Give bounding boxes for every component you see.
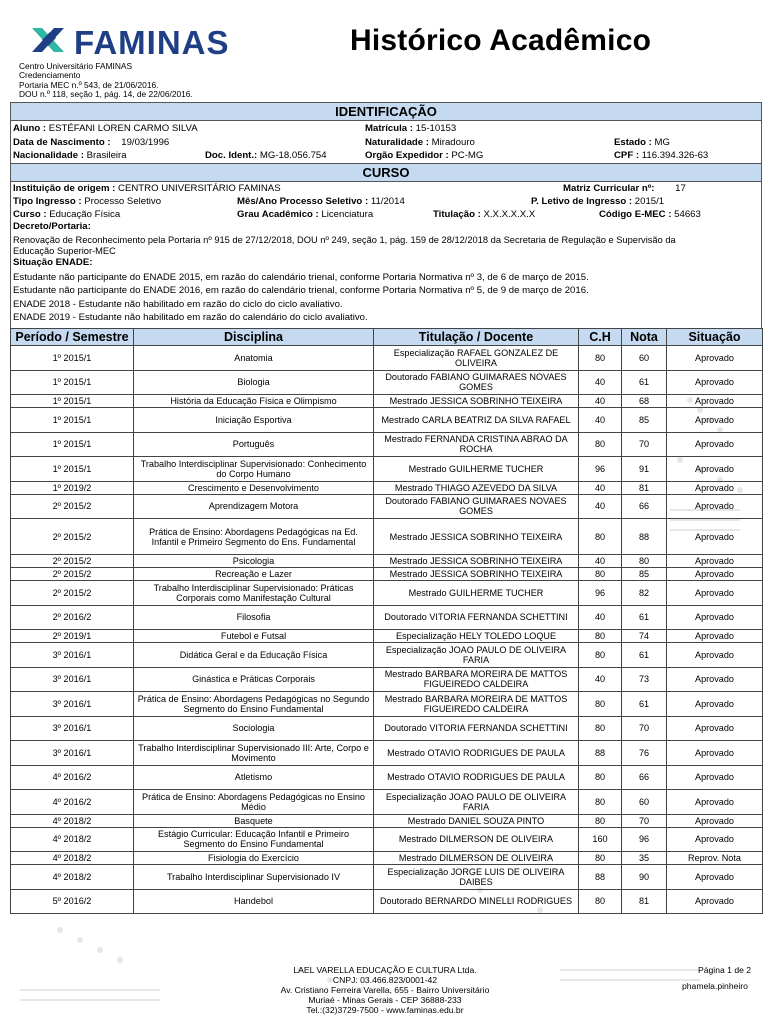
cell-ch: 40 (579, 408, 622, 433)
cell-ch: 80 (579, 346, 622, 371)
institution-line: Portaria MEC n.º 543, de 21/06/2016. (19, 79, 159, 90)
nascimento-field: Data de Nascimento : 19/03/1996 (13, 137, 170, 148)
page-number: Página 1 de 2 (698, 965, 752, 975)
cell-disciplina: Iniciação Esportiva (134, 408, 374, 433)
cell-situacao: Aprovado (667, 568, 763, 581)
curso-heading: CURSO (10, 163, 762, 182)
cell-nota: 61 (622, 643, 667, 668)
table-header-row (11, 329, 763, 346)
table-row (11, 519, 763, 555)
cell-ch: 40 (579, 481, 622, 494)
cell-periodo: 3º 2016/1 (11, 741, 134, 766)
cell-periodo: 4º 2018/2 (11, 814, 134, 827)
cell-docente: Mestrado BARBARA MOREIRA DE MATTOS FIGUEIREDO CALDEIRA (374, 667, 579, 692)
cell-nota: 61 (622, 605, 667, 630)
cell-docente: Mestrado CARLA BEATRIZ DA SILVA RAFAEL (374, 408, 579, 433)
institution-line: Centro Universitário FAMINAS (19, 61, 133, 71)
table-row (11, 765, 763, 790)
cell-ch: 80 (579, 519, 622, 555)
footer-line: CNPJ: 03.466.823/0001-42 (332, 975, 438, 985)
table-row (11, 716, 763, 741)
cell-disciplina: Prática de Ensino: Abordagens Pedagógicas na Ed. Infantil e Primeiro Segmento do Ens. Fundamental (134, 519, 374, 555)
cell-docente: Especialização HELY TOLEDO LOQUE (374, 630, 579, 643)
table-row (11, 555, 763, 568)
table-row (11, 741, 763, 766)
cell-ch: 40 (579, 605, 622, 630)
cell-nota: 80 (622, 555, 667, 568)
decreto-text: Educação Superior-MEC (13, 246, 116, 256)
enade-line: ENADE 2019 - Estudante não habilitado em razão do calendário do ciclo avaliativo. (13, 312, 368, 323)
institution-line: Credenciamento (19, 70, 81, 81)
cell-disciplina: Basquete (134, 814, 374, 827)
logo-x-mark-icon (32, 28, 64, 52)
table-row (11, 667, 763, 692)
nacionalidade-field: Nacionalidade : Brasileira (13, 150, 127, 161)
curso-block (10, 182, 762, 328)
table-row (11, 568, 763, 581)
curso-field: Curso : Educação Física (13, 209, 121, 220)
matricula-field: Matrícula : 15-10153 (365, 123, 457, 134)
cell-situacao: Aprovado (667, 630, 763, 643)
cell-nota: 96 (622, 827, 667, 852)
cell-periodo: 2º 2015/2 (11, 568, 134, 581)
cell-periodo: 2º 2015/2 (11, 519, 134, 555)
cell-disciplina: Prática de Ensino: Abordagens Pedagógicas no Ensino Médio (134, 790, 374, 815)
cell-disciplina: Recreação e Lazer (134, 568, 374, 581)
cell-situacao: Aprovado (667, 581, 763, 606)
cell-ch: 80 (579, 643, 622, 668)
cell-nota: 74 (622, 630, 667, 643)
emec-field: Código E-MEC : 54663 (599, 209, 701, 220)
cell-docente: Mestrado DANIEL SOUZA PINTO (374, 814, 579, 827)
orgao-field: Orgão Expedidor : PC-MG (365, 150, 484, 161)
cell-disciplina: Fisiologia do Exercício (134, 852, 374, 865)
cell-disciplina: Anatomia (134, 346, 374, 371)
cell-nota: 73 (622, 667, 667, 692)
cell-situacao: Aprovado (667, 481, 763, 494)
cell-disciplina: Sociologia (134, 716, 374, 741)
cell-disciplina: Estágio Curricular: Educação Infantil e Primeiro Segmento do Ensino Fundamental (134, 827, 374, 852)
cell-disciplina: Atletismo (134, 765, 374, 790)
cell-periodo: 2º 2016/2 (11, 605, 134, 630)
cell-disciplina: Português (134, 432, 374, 457)
cell-periodo: 1º 2015/1 (11, 395, 134, 408)
naturalidade-field: Naturalidade : Miradouro (365, 137, 475, 148)
cell-situacao: Aprovado (667, 346, 763, 371)
grades-body (11, 346, 763, 914)
cell-periodo: 2º 2015/2 (11, 494, 134, 519)
identificacao-heading: IDENTIFICAÇÃO (10, 102, 762, 121)
cell-situacao: Aprovado (667, 765, 763, 790)
cell-nota: 90 (622, 865, 667, 890)
table-row (11, 865, 763, 890)
estado-field: Estado : MG (614, 137, 670, 148)
column-header-docente: Titulação / Docente (374, 329, 579, 346)
cell-docente: Especialização RAFAEL GONZALEZ DE OLIVEIRA (374, 346, 579, 371)
cell-situacao: Aprovado (667, 555, 763, 568)
cell-ch: 40 (579, 395, 622, 408)
cell-ch: 160 (579, 827, 622, 852)
cell-situacao: Aprovado (667, 494, 763, 519)
cell-periodo: 4º 2016/2 (11, 790, 134, 815)
grades-table (10, 328, 763, 914)
cell-docente: Doutorado FABIANO GUIMARAES NOVAES GOMES (374, 494, 579, 519)
cell-disciplina: Prática de Ensino: Abordagens Pedagógicas no Segundo Segmento do Ensino Fundamental (134, 692, 374, 717)
cell-periodo: 3º 2016/1 (11, 692, 134, 717)
cell-periodo: 1º 2015/1 (11, 432, 134, 457)
cell-periodo: 3º 2016/1 (11, 667, 134, 692)
institution-line: DOU n.º 118, seção 1, pág. 14, de 22/06/2016. (19, 88, 193, 99)
cell-nota: 88 (622, 519, 667, 555)
table-row (11, 852, 763, 865)
cell-nota: 82 (622, 581, 667, 606)
cell-docente: Mestrado GUILHERME TUCHER (374, 581, 579, 606)
cell-nota: 70 (622, 432, 667, 457)
cell-ch: 80 (579, 765, 622, 790)
cell-situacao: Aprovado (667, 889, 763, 914)
cell-periodo: 2º 2015/2 (11, 581, 134, 606)
cell-ch: 80 (579, 889, 622, 914)
cell-docente: Mestrado DILMERSON DE OLIVEIRA (374, 827, 579, 852)
titulacao-field: Titulação : X.X.X.X.X.X (433, 209, 536, 220)
cell-situacao: Aprovado (667, 827, 763, 852)
cell-periodo: 4º 2018/2 (11, 827, 134, 852)
cell-situacao: Aprovado (667, 741, 763, 766)
enade-label: Situação ENADE: (13, 257, 93, 268)
cell-docente: Doutorado VITORIA FERNANDA SCHETTINI (374, 716, 579, 741)
cell-periodo: 5º 2016/2 (11, 889, 134, 914)
cell-nota: 70 (622, 716, 667, 741)
cell-disciplina: Futebol e Futsal (134, 630, 374, 643)
tipo-ingresso-field: Tipo Ingresso : Processo Seletivo (13, 196, 162, 207)
cell-docente: Mestrado FERNANDA CRISTINA ABRAO DA ROCHA (374, 432, 579, 457)
table-row (11, 790, 763, 815)
cell-docente: Doutorado BERNARDO MINELLI RODRIGUES (374, 889, 579, 914)
table-row (11, 827, 763, 852)
cell-docente: Especialização JORGE LUIS DE OLIVEIRA DAIBES (374, 865, 579, 890)
table-row (11, 581, 763, 606)
cell-situacao: Aprovado (667, 457, 763, 482)
cell-nota: 60 (622, 346, 667, 371)
table-row (11, 346, 763, 371)
table-row (11, 408, 763, 433)
cell-docente: Doutorado FABIANO GUIMARAES NOVAES GOMES (374, 370, 579, 395)
cell-ch: 80 (579, 852, 622, 865)
column-header-nota: Nota (622, 329, 667, 346)
cell-nota: 81 (622, 889, 667, 914)
faminas-logo (30, 24, 285, 66)
table-row (11, 457, 763, 482)
cell-situacao: Aprovado (667, 432, 763, 457)
cell-ch: 40 (579, 667, 622, 692)
cell-ch: 80 (579, 814, 622, 827)
cell-periodo: 1º 2015/1 (11, 370, 134, 395)
cell-nota: 76 (622, 741, 667, 766)
footer-line: Av. Cristiano Ferreira Varella, 655 - Bairro Universitário (280, 985, 490, 995)
enade-line: ENADE 2018 - Estudante não habilitado em razão do ciclo do ciclo avaliativo. (13, 299, 343, 310)
letivo-field: P. Letivo de Ingresso : 2015/1 (531, 196, 665, 207)
cell-situacao: Aprovado (667, 643, 763, 668)
doc-ident-field: Doc. Ident.: MG-18.056.754 (205, 150, 327, 161)
table-row (11, 494, 763, 519)
cell-nota: 60 (622, 790, 667, 815)
cell-docente: Mestrado OTAVIO RODRIGUES DE PAULA (374, 741, 579, 766)
cell-docente: Mestrado DILMERSON DE OLIVEIRA (374, 852, 579, 865)
enade-line: Estudante não participante do ENADE 2015, em razão do calendário trienal, conforme Portaria Normativa nº 3, de 6 de março de 2015. (13, 272, 589, 283)
grau-field: Grau Acadêmico : Licenciatura (237, 209, 374, 220)
table-row (11, 432, 763, 457)
table-row (11, 395, 763, 408)
matriz-field: Matriz Curricular nº: 17 (563, 183, 686, 194)
cell-disciplina: Trabalho Interdisciplinar Supervisionado: Práticas Corporais como Manifestação Cultural (134, 581, 374, 606)
cell-ch: 96 (579, 457, 622, 482)
cell-ch: 40 (579, 555, 622, 568)
cell-ch: 80 (579, 692, 622, 717)
column-header-disciplina: Disciplina (134, 329, 374, 346)
cell-nota: 70 (622, 814, 667, 827)
logo-wordmark: FAMINAS (74, 24, 230, 61)
mes-ano-field: Mês/Ano Processo Seletivo : 11/2014 (237, 196, 405, 207)
cell-ch: 96 (579, 581, 622, 606)
cell-disciplina: Didática Geral e da Educação Física (134, 643, 374, 668)
cell-ch: 40 (579, 370, 622, 395)
cell-periodo: 4º 2018/2 (11, 852, 134, 865)
cell-disciplina: Trabalho Interdisciplinar Supervisionado IV (134, 865, 374, 890)
cell-docente: Mestrado BARBARA MOREIRA DE MATTOS FIGUEIREDO CALDEIRA (374, 692, 579, 717)
cell-ch: 88 (579, 741, 622, 766)
instituicao-field: Instituição de origem : CENTRO UNIVERSITÁRIO FAMINAS (13, 183, 281, 194)
cell-disciplina: Handebol (134, 889, 374, 914)
cell-nota: 81 (622, 481, 667, 494)
aluno-field: Aluno : ESTÉFANI LOREN CARMO SILVA (13, 123, 198, 134)
cell-periodo: 1º 2015/1 (11, 346, 134, 371)
enade-line: Estudante não participante do ENADE 2016, em razão do calendário trienal, conforme Portaria Normativa nº 5, de 9 de março de 2016. (13, 285, 589, 296)
decreto-label: Decreto/Portaria: (13, 221, 91, 232)
cell-nota: 85 (622, 408, 667, 433)
cell-periodo: 4º 2018/2 (11, 865, 134, 890)
cell-nota: 91 (622, 457, 667, 482)
cell-ch: 80 (579, 716, 622, 741)
footer-address (200, 965, 570, 1015)
cell-periodo: 2º 2019/1 (11, 630, 134, 643)
cell-periodo: 4º 2016/2 (11, 765, 134, 790)
cell-periodo: 1º 2019/2 (11, 481, 134, 494)
decreto-text: Renovação de Reconhecimento pela Portaria nº 915 de 27/12/2018, DOU nº 249, seção 1, pág. 159 de 28/12/2018 da Secretaria de Regulação e Supervisão da (13, 235, 676, 245)
cell-docente: Mestrado JESSICA SOBRINHO TEIXEIRA (374, 519, 579, 555)
column-header-ch: C.H (579, 329, 622, 346)
column-header-situacao: Situação (667, 329, 763, 346)
cell-periodo: 1º 2015/1 (11, 457, 134, 482)
cell-periodo: 3º 2016/1 (11, 643, 134, 668)
table-row (11, 889, 763, 914)
cell-disciplina: Crescimento e Desenvolvimento (134, 481, 374, 494)
cell-ch: 80 (579, 790, 622, 815)
cell-nota: 35 (622, 852, 667, 865)
cell-disciplina: Trabalho Interdisciplinar Supervisionado: Conhecimento do Corpo Humano (134, 457, 374, 482)
cell-situacao: Reprov. Nota (667, 852, 763, 865)
cell-docente: Especialização JOAO PAULO DE OLIVEIRA FARIA (374, 643, 579, 668)
cell-situacao: Aprovado (667, 790, 763, 815)
table-row (11, 692, 763, 717)
cell-nota: 85 (622, 568, 667, 581)
cell-docente: Mestrado JESSICA SOBRINHO TEIXEIRA (374, 555, 579, 568)
cell-situacao: Aprovado (667, 395, 763, 408)
footer-line: LAEL VARELLA EDUCAÇÃO E CULTURA Ltda. (293, 965, 477, 975)
cell-docente: Doutorado VITORIA FERNANDA SCHETTINI (374, 605, 579, 630)
cell-ch: 80 (579, 630, 622, 643)
cell-docente: Mestrado GUILHERME TUCHER (374, 457, 579, 482)
cpf-field: CPF : 116.394.326-63 (614, 150, 709, 161)
cell-ch: 88 (579, 865, 622, 890)
cell-situacao: Aprovado (667, 408, 763, 433)
cell-disciplina: Psicologia (134, 555, 374, 568)
cell-disciplina: História da Educação Física e Olimpismo (134, 395, 374, 408)
footer-line: Muriaé - Minas Gerais - CEP 36888-233 (308, 995, 462, 1005)
cell-periodo: 2º 2015/2 (11, 555, 134, 568)
cell-situacao: Aprovado (667, 370, 763, 395)
cell-disciplina: Trabalho Interdisciplinar Supervisionado III: Arte, Corpo e Movimento (134, 741, 374, 766)
cell-ch: 80 (579, 432, 622, 457)
cell-docente: Mestrado JESSICA SOBRINHO TEIXEIRA (374, 568, 579, 581)
table-row (11, 643, 763, 668)
cell-nota: 66 (622, 765, 667, 790)
cell-disciplina: Filosofia (134, 605, 374, 630)
username: phamela.pinheiro (682, 981, 748, 991)
cell-docente: Mestrado JESSICA SOBRINHO TEIXEIRA (374, 395, 579, 408)
identificacao-block (10, 121, 762, 164)
cell-ch: 80 (579, 568, 622, 581)
cell-situacao: Aprovado (667, 605, 763, 630)
table-row (11, 481, 763, 494)
cell-ch: 40 (579, 494, 622, 519)
cell-situacao: Aprovado (667, 519, 763, 555)
table-row (11, 814, 763, 827)
table-row (11, 630, 763, 643)
cell-docente: Mestrado THIAGO AZEVEDO DA SILVA (374, 481, 579, 494)
cell-situacao: Aprovado (667, 814, 763, 827)
cell-situacao: Aprovado (667, 692, 763, 717)
table-row (11, 605, 763, 630)
cell-periodo: 3º 2016/1 (11, 716, 134, 741)
cell-disciplina: Ginástica e Práticas Corporais (134, 667, 374, 692)
cell-disciplina: Biologia (134, 370, 374, 395)
cell-docente: Especialização JOAO PAULO DE OLIVEIRA FARIA (374, 790, 579, 815)
cell-nota: 61 (622, 370, 667, 395)
cell-situacao: Aprovado (667, 716, 763, 741)
table-row (11, 370, 763, 395)
institution-info (19, 62, 193, 99)
page-title: Histórico Acadêmico (350, 24, 652, 57)
cell-periodo: 1º 2015/1 (11, 408, 134, 433)
cell-docente: Mestrado OTAVIO RODRIGUES DE PAULA (374, 765, 579, 790)
cell-situacao: Aprovado (667, 667, 763, 692)
cell-nota: 66 (622, 494, 667, 519)
cell-nota: 61 (622, 692, 667, 717)
footer-line: Tel.:(32)3729-7500 - www.faminas.edu.br (306, 1005, 464, 1015)
cell-situacao: Aprovado (667, 865, 763, 890)
column-header-periodo: Período / Semestre (11, 329, 134, 346)
cell-nota: 68 (622, 395, 667, 408)
cell-disciplina: Aprendizagem Motora (134, 494, 374, 519)
